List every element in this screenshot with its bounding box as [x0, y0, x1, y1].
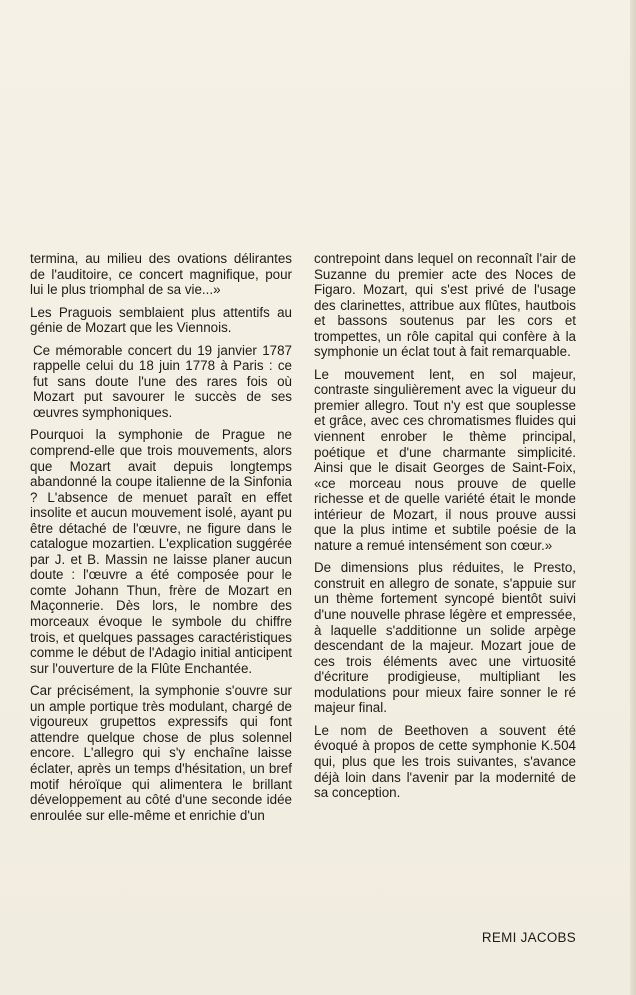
- page-edge: [630, 0, 636, 995]
- left-text-column: [30, 251, 292, 830]
- right-text-column: [314, 251, 576, 808]
- paragraph-counterpoint: contrepoint dans lequel on reconnaît l'air de Suzanne du premier acte des Noces de Figaro. Mozart, qui s'est privé de l'usage des clarinettes, attribue aux flûtes, hautbois et bassons soutenus par les cors et trompettes, un rôle capital qui confère à la symphonie un éclat tout à fait remarquable.: [314, 251, 576, 360]
- author-signature: REMI JACOBS: [481, 930, 576, 945]
- paragraph-memorable-concert: Ce mémorable concert du 19 janvier 1787 rappelle celui du 18 juin 1778 à Paris : ce fut sans doute l'une des rares fois où Mozart put savourer le succès de ses œuvres symphoniques.: [33, 342, 292, 420]
- paragraph-praguois: Les Praguois semblaient plus attentifs au génie de Mozart que les Viennois.: [30, 304, 292, 336]
- paragraph-presto: De dimensions plus réduites, le Presto, construit en allegro de sonate, s'appuie sur un thème fortement syncopé bientôt suivi d'une nouvelle phrase légère et empressée, à laquelle s'additionne un solide arpège descendant de la majeur. Mozart joue de ces trois éléments avec une virtuosité d'écriture prodigieuse, multipliant les modulations pour mieux faire sonner le ré majeur final.: [314, 560, 576, 716]
- paragraph-slow-movement: Le mouvement lent, en sol majeur, contraste singulièrement avec la vigueur du premier allegro. Tout n'y est que souplesse et grâce, avec ces chromatismes fluides qui viennent enrober le thème principal, poétique et d'une charmante simplicité. Ainsi que le disait Georges de Saint-Foix, «ce morceau nous prouve de quelle richesse et de quelle variété était le monde intérieur de Mozart, il nous prouve aussi que la plus intime et subtile poésie de la nature a remué intensément son cœur.»: [314, 366, 576, 553]
- paragraph-three-movements: Pourquoi la symphonie de Prague ne comprend-elle que trois mouvements, alors que Mozart avait depuis longtemps abandonné la coupe italienne de la Sinfonia ? L'absence de menuet paraît en effet insolite et aucun mouvement isolé, ayant pu être détaché de l'œuvre, ne figure dans le catalogue mozartien. L'explication suggérée par J. et B. Massin ne laisse planer aucun doute : l'œuvre a été composée pour le comte Johann Thun, frère de Mozart en Maçonnerie. Dès lors, le nombre des morceaux évoque le symbole du chiffre trois, et quelques passages caractéristiques comme le début de l'Adagio initial anticipent sur l'ouverture de la Flûte Enchantée.: [30, 427, 292, 676]
- paragraph-concert-ending: termina, au milieu des ovations délirantes de l'auditoire, ce concert magnifique, pour lui le plus triomphal de sa vie...»: [30, 251, 292, 298]
- paragraph-beethoven: Le nom de Beethoven a souvent été évoqué à propos de cette symphonie K.504 qui, plus que les trois suivantes, s'avance déjà loin dans l'avenir par la modernité de sa conception.: [314, 722, 576, 801]
- paragraph-symphony-opening: Car précisément, la symphonie s'ouvre sur un ample portique très modulant, chargé de vigoureux grupettos expressifs qui font attendre quelque chose de plus solennel encore. L'allegro qui s'y enchaîne laisse éclater, après un temps d'hésitation, un bref motif héroïque qui alimentera le brillant développement au côté d'une seconde idée enroulée sur elle-même et enrichie d'un: [30, 683, 292, 823]
